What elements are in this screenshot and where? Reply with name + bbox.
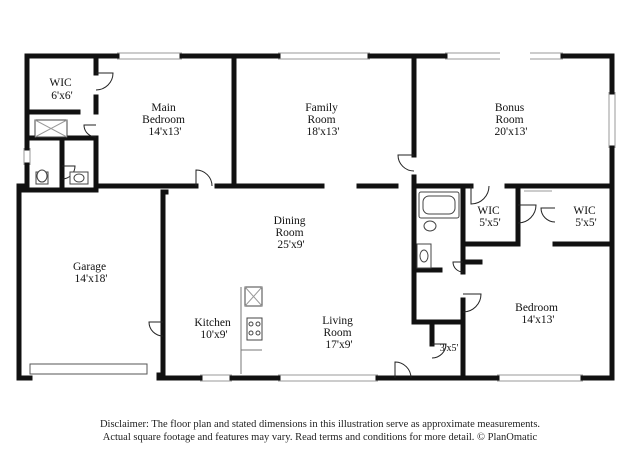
label-main-bedroom: Main Bedroom 14'x13'	[142, 102, 185, 138]
disclaimer	[0, 418, 640, 444]
toilet-icon-hall	[424, 221, 436, 231]
label-garage: Garage 14'x18'	[72, 261, 108, 285]
disclaimer-line-1: Disclaimer: The floor plan and stated dimensions in this illustration serve as approximate measurements.	[99, 419, 541, 430]
label-wic-main: WIC 6'x6'	[49, 77, 73, 102]
label-family-room: Family Room 18'x13'	[305, 102, 340, 138]
label-closet: 3'x5'	[439, 343, 459, 354]
label-living-room: Living Room 17'x9'	[322, 315, 353, 351]
label-wic-bonus-left: WIC 5'x5'	[477, 205, 501, 229]
label-kitchen: Kitchen 10'x9'	[194, 317, 231, 341]
label-bedroom: Bedroom 14'x13'	[515, 302, 558, 326]
label-dining-room: Dining Room 25'x9'	[273, 215, 306, 251]
label-bonus-room: Bonus Room 20'x13'	[494, 102, 528, 138]
label-wic-bonus-right: WIC 5'x5'	[573, 205, 597, 229]
disclaimer-line-2: Actual square footage and features may vary. Read terms and conditions for more detail. © PlanOmatic	[102, 432, 538, 443]
range-icon	[247, 318, 262, 340]
fixtures	[35, 120, 459, 374]
garage-door	[30, 364, 147, 374]
